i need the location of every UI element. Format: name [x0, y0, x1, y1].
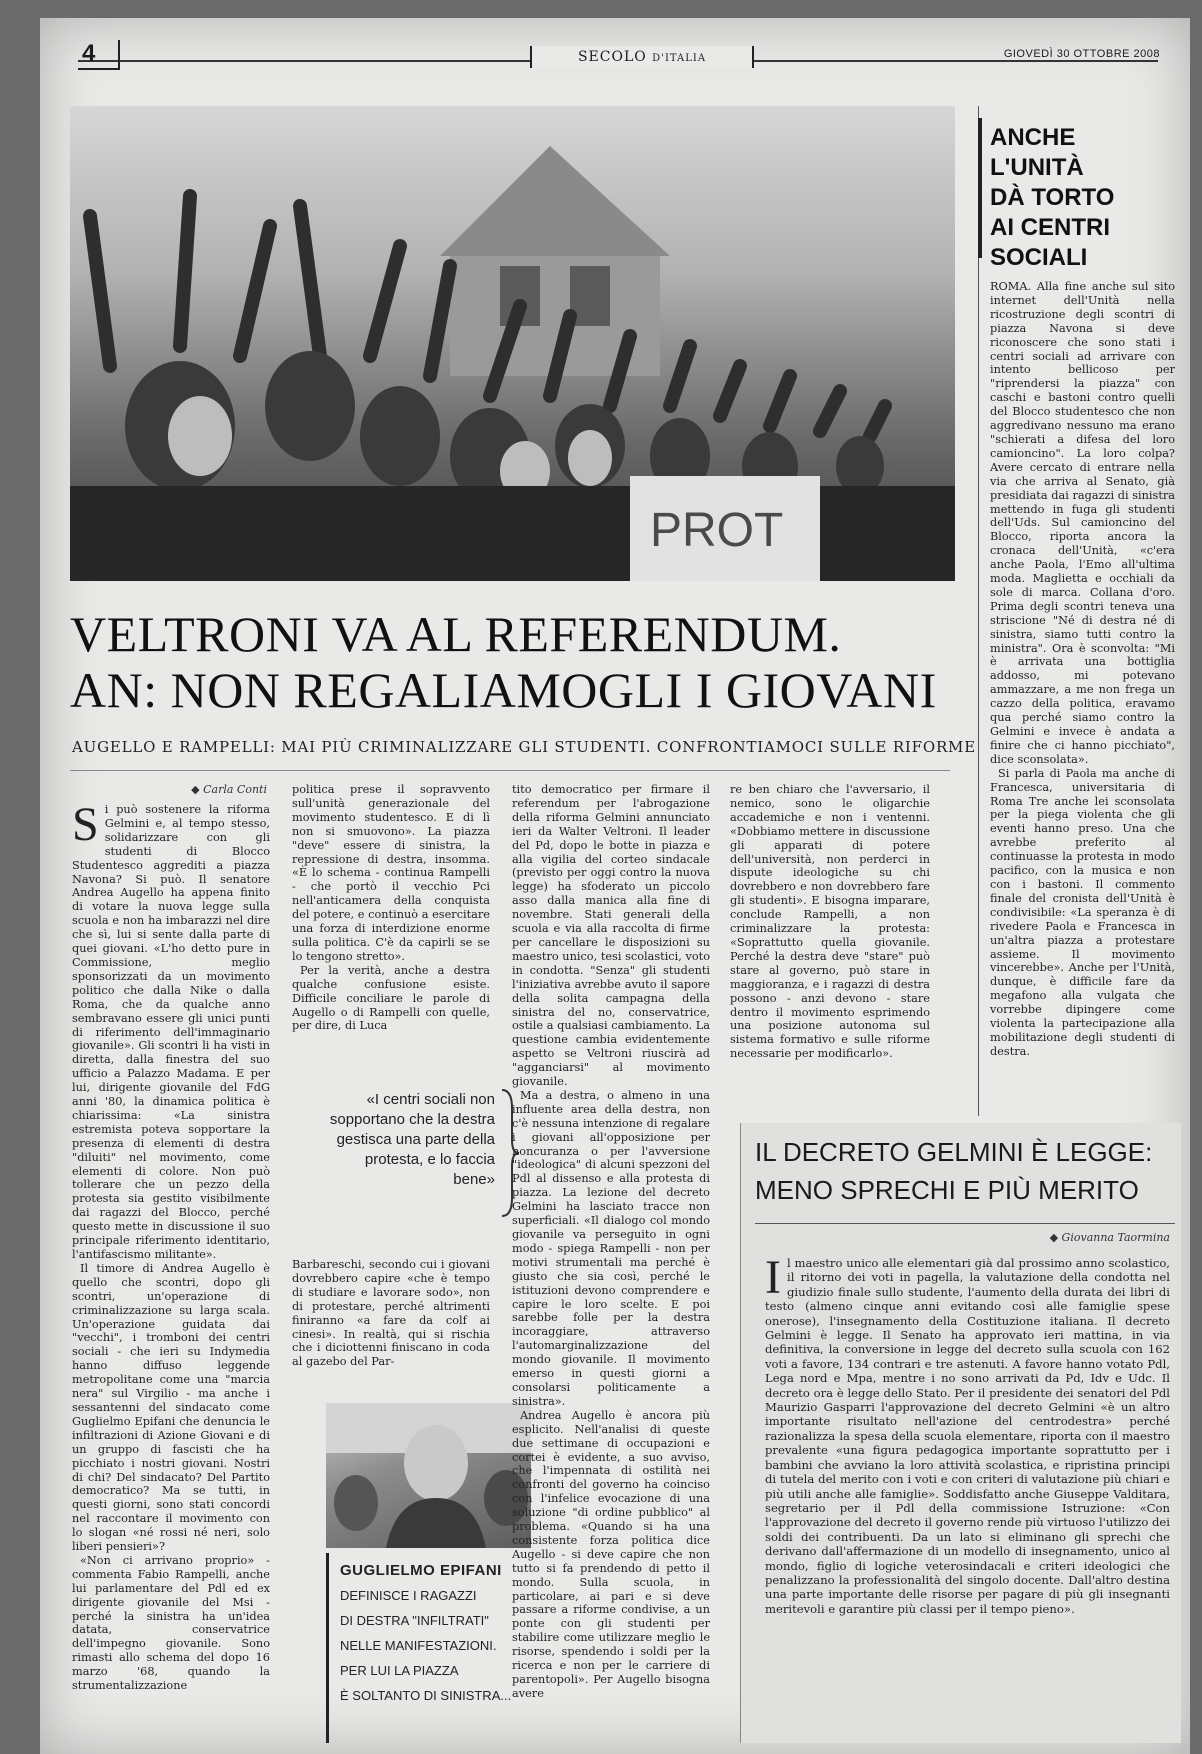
sidebar-title-line-4: SOCIALI: [990, 244, 1088, 271]
sidebar-paragraph-2: Si parla di Paola ma anche di Francesca, universitaria di Roma Tre anche lei sconsolata per la piega violenta che gli eventi hanno preso. Una che avrebbe preferito al continuasse la protesta in modo pacifico, con la musica e non con i bastoni. Il commento finale del cronista dell'Unità è condivisibile: «La speranza è di rivedere Paola e Francesca in un'altra piazza a protestare assieme. Il movimento vincerebbe». Anche per l'Unità, dunque, è difficile fare da megafono alla vulgata che vorrebbe dipingere come violenta la partecipazione alla mobilitazione degli studenti di destra.: [990, 766, 1175, 1058]
column-2-paragraph-2: Per la verità, anche a destra qualche confusione esiste. Difficile conciliare le parole di Augello o di Rampelli con quelle, per dire, di Luca: [292, 963, 490, 1033]
epifani-line-5: È SOLTANTO DI SINISTRA...: [340, 1688, 512, 1703]
sidebar-title-line-3: AI CENTRI: [990, 214, 1110, 241]
column-3-paragraph-2: Ma a destra, o almeno in una influente area della destra, non c'è nessuna intenzione di regalare i giovani all'opposizione per noncuranza o per l'avversione "ideologica" di alcuni spezzoni del Pdl al dissenso e alla protesta di piazza. La lezione del decreto Gelmini ha lasciato tracce non superficiali. «Il dialogo col mondo giovanile va perseguito in ogni modo - spiega Rampelli - non per motivi strumentali ma perché è giusto che sia così, perché le istituzioni devono comprendere e capire le loro scelte. E poi sarebbe folle per la destra incoraggiare, attraverso l'automarginalizzazione del mondo giovanile. Il movimento emerso in questi giorni a consolarsi politicamente a sinistra».: [512, 1088, 710, 1408]
decreto-rule: [755, 1223, 1175, 1224]
sidebar-title-line-1: ANCHE L'UNITÀ: [990, 124, 1084, 181]
decreto-drop-cap: I: [765, 1256, 781, 1304]
dateline: GIOVEDÌ 30 OTTOBRE 2008: [1003, 48, 1160, 60]
decreto-paragraph: [765, 1256, 1170, 1616]
column-3-paragraph-3: Andrea Augello è ancora più esplicito. Nell'analisi di queste due settimane di occupazioni e cortei è evidente, a suo avviso, che l'impennata di ostilità nei confronti del governo ha coinciso con l'infelice evocazione di una soluzione "di ordine pubblico" al problema. «Quando si ha una consistente forza politica dice Augello - si deve capire che non tutto si fa prendendo di petto il mondo. Sulla scuola, in particolare, ai pari e si deve passare a riforme condivise, a un ponte con gli studenti per stabilire come utilizzare meglio le risorse, spendendo i soldi per la ricerca e non per le carriere di parentopoli». Per Augello bisogna avere: [512, 1408, 710, 1700]
masthead-small: D'ITALIA: [652, 53, 707, 64]
decreto-body: [765, 1256, 1170, 1736]
epifani-side-bar: [326, 1553, 329, 1743]
column-3-paragraph-1: tito democratico per firmare il referendum per l'abrogazione della riforma Gelmini annunciato ieri da Walter Veltroni. Il leader del Pd, dopo le botte in piazza e alla vigilia del corteo sindacale (previsto per oggi contro la nuova legge) ha sfoderato un piccolo asso dalla manica alla fine di novembre. Stati generali della scuola e via alla raccolta di firme per cancellare le disposizioni su maestro unico, tesi scolastici, voto in condotta. "Senza" gli studenti l'iniziativa avrebbe avuto il sapore della solita campagna della sinistra del no, conservatrice, ostile a qualsiasi cambiamento. La questione cambia evidentemente aspetto se Veltroni riuscirà ad "agganciarsi" al movimento giovanile.: [512, 783, 710, 1089]
epifani-photo: [326, 1403, 531, 1548]
article-column-3: [512, 783, 710, 1748]
sidebar-body: [990, 280, 1175, 1110]
column-1-paragraph-2: Il timore di Andrea Augello è quello che scontri, dopo gli scontri, un'operazione di criminalizzazione su larga scala. Un'operazione guidata dai "vecchi", i tromboni dei centri sociali - che ieri su Indymedia hanno diffuso leggende metropolitane come una "marcia nera" sul Virgilio - ma anche i sessantenni del sindacato come Guglielmo Epifani che denuncia le infiltrazioni di Azione Giovani e di un gruppo di fascisti che ha picchiato i nostri giovani. Nostri di chi? Del sindacato? Del Partito democratico? Ma se tutti, in questi giorni, sono stati concordi nel raccontare il movimento con lo slogan «né rossi né neri, solo liberi pensieri»?: [72, 1261, 270, 1554]
newspaper-page: [40, 18, 1190, 1754]
masthead-main: SECOLO: [577, 49, 647, 65]
epifani-name: GUGLIELMO EPIFANI: [340, 1562, 502, 1579]
decreto-byline: ◆ Giovanna Taormina: [1049, 1231, 1170, 1244]
pull-quote: «I centri sociali non sopportano che la destra gestisca una parte della protesta, e lo faccia bene»: [329, 1091, 495, 1188]
epifani-line-3: NELLE MANIFESTAZIONI.: [340, 1638, 497, 1653]
headline-line-2: AN: NON REGALIAMOGLI I GIOVANI: [70, 662, 937, 718]
article-column-2-top: [292, 783, 490, 1068]
drop-cap: S: [72, 803, 99, 851]
decreto-text: l maestro unico alle elementari già dal prossimo anno scolastico, il ritorno dei voti in pagella, la valutazione della condotta nel giudizio finale sullo studente, l'aumento della durata dei libri di testo (almeno cinque anni evitando così alle famiglie spese onerose), l'insegnamento della Costituzione italiana. Il decreto Gelmini è legge. Il Senato ha approvato ieri mattina, in via definitiva, la conversione in legge del decreto sulla scuola con 162 voti a favore, 134 contrari e tre astenuti. A favore hanno votato Pdl, Lega nord e Mpa, mentre i no sono arrivati da Pd, Idv e Udc. Il decreto ora è legge dello Stato. Per il presidente dei senatori del Pdl Maurizio Gasparri l'approvazione del decreto Gelmini «è un altro importante risultato nell'azione del centrodestra» perché razionalizza la spesa della scuola elementare, riporta con il maestro prevalente «una figura pedagogica importante soprattutto per i bambini che avviano la loro attività scolastica, e ripristina principi di tutela del merito con i voti e con criteri di valutazione più chiari e più utili anche alle famiglie». Soddisfatto anche Giuseppe Valditara, segretario per il Pdl della commissione Istruzione: «Con l'approvazione del decreto il governo rende più virtuoso l'utilizzo dei soldi dei contribuenti. Da un lato si eliminano gli sprechi che derivano dall'affermazione di un modello di insegnamento, unico al mondo, figlio di logiche veterosindacali e criteri ideologici che penalizzano la professionalità del singolo docente. Dall'altro destina una parte importante delle risorse per pagare di più gli insegnanti meritevoli e garantire più classi per il tempo pieno».: [765, 1256, 1170, 1616]
article-headline: [70, 606, 970, 718]
article-column-2-bottom: [292, 1258, 490, 1388]
epifani-caption: [340, 1558, 540, 1708]
decreto-title: [755, 1133, 1175, 1209]
column-1-paragraph-1: [72, 803, 270, 1262]
column-1-paragraph-3: «Non ci arrivano proprio» - commenta Fabio Rampelli, anche lui parlamentare del Pdl ed ex dirigente giovanile del Msi - perché la sinistra ha un'idea datata, conservatrice dell'impegno giovanile. Sono rimasti allo schema del dopo 16 marzo '68, quando la strumentalizzazione: [72, 1553, 270, 1693]
column-4-paragraph-1: re ben chiaro che l'avversario, il nemico, sono le oligarchie accademiche e non i ventenni. «Dobbiamo mettere in discussione gli apparati di potere dell'università, non perderci in dispute ideologiche su chi dovrebbero e non dovrebbero fare gli studenti». E bisogna imparare, conclude Rampelli, a non criminalizzare la protesta: «Soprattutto quella giovanile. Perché la destra deve "stare" può stare al governo, può stare in maggioranza, e i ragazzi di destra possono - anzi devono - stare dentro il movimento esprimendo una posizione autonoma sul sistema formativo e sulle riforme necessarie per modificarlo».: [730, 783, 930, 1061]
masthead: [530, 46, 754, 68]
article-rule: [70, 770, 950, 771]
sidebar-title: [990, 123, 1175, 273]
article-subhead: AUGELLO E RAMPELLI: MAI PIÙ CRIMINALIZZARE GLI STUDENTI. CONFRONTIAMOCI SULLE RIFORME: [72, 738, 976, 756]
article-byline: ◆ Carla Conti: [191, 783, 267, 796]
column-2-paragraph-3: Barbareschi, secondo cui i giovani dovrebbero capire «che è tempo di studiare e lavorare sodo», non di protestare, perché altrimenti finiranno «a fare da colf ai cinesi». In realtà, qui si rischia che i diciottenni finiscano in coda al gazebo del Par-: [292, 1258, 490, 1369]
sidebar-paragraph-1: ROMA. Alla fine anche sul sito internet dell'Unità nella ricostruzione degli scontri di piazza Navona si deve riconoscere che sono stati i centri sociali ad arrivare con intento bellicoso per "riprendersi la piazza" con caschi e bastoni contro quelli del Blocco studentesco che non aggredivano nessuno ma erano "schierati a difesa del loro camioncino". La loro colpa? Avere cercato di entrare nella via che arriva al Senato, già presidiata dai ragazzi di sinistra mettendo in fuga gli studenti dell'Uds. Sul camioncino del Blocco, riporta ancora la cronaca dell'Unità, «c'era anche Paola, l'Emo all'ultima moda. Maglietta e occhiali da sole di marca. Collana d'oro. Prima degli scontri teneva una striscione "Né di destra né di sinistra, siamo tutti contro la ministra". Ora è sconvolta: "Mi è arrivata una bottiglia addosso, mi potevano ammazzare, a me non frega un cazzo della politica, eravamo qua perché siamo contro la Gelmini e invece è andata a finire che ci hanno picchiato", dice sconsolata».: [990, 280, 1175, 766]
page-number: 4: [78, 40, 120, 70]
epifani-line-2: DI DESTRA "INFILTRATI": [340, 1613, 489, 1628]
decreto-title-line-1: IL DECRETO GELMINI È LEGGE:: [755, 1137, 1153, 1167]
banner-text: PROT: [650, 504, 784, 557]
epifani-line-1: DEFINISCE I RAGAZZI: [340, 1588, 477, 1603]
col1-p1-text: i può sostenere la riforma Gelmini e, al tempo stesso, solidarizzare con gli studenti di Blocco Studentesco aggrediti a piazza Navona? Si può. Il senatore Andrea Augello ha appena finito di votare la nuova legge sulla scuola e non ha imbarazzi nel dire che sì, lui si sente dalla parte di quei giovani. «L'ho detto pure in Commissione, meglio sponsorizzati da un movimento politico che dalla Nike o dalla Roma, che da qualche anno sembravano essere gli unici punti di riferimento dell'immaginario giovanile». Gli scontri li ha visti in diretta, dalla finestra del suo ufficio a Palazzo Madama. E per lui, dirigente giovanile del FdG anni '80, la dinamica politica è chiarissima: «La sinistra estremista poteva sopportare la presenza di elementi di destra "diluiti" nel movimento, come elementi di colore. Non può tollerare che un pezzo della protesta sia gestito visibilmente dai ragazzi del Blocco, perché questo mette in discussione il suo principale riferimento identitario, l'antifascismo militante».: [72, 803, 270, 1261]
column-2-paragraph-1: politica prese il sopravvento sull'unità generazionale del movimento studentesco. E di lì non si smuovono». La piazza "deve" essere di sinistra, la repressione di destra, insomma. «È lo schema - continua Rampelli - che portò il vecchio Pci nell'anticamera della conquista del potere, e continuò a esercitare una forza di interdizione enorme sulla politica. C'è da capirli se se lo tengono stretto».: [292, 783, 490, 963]
sidebar-title-bar: [978, 118, 982, 258]
article-column-4: [730, 783, 930, 1103]
decreto-title-line-2: MENO SPRECHI E PIÙ MERITO: [755, 1175, 1139, 1205]
sidebar-title-line-2: DÀ TORTO: [990, 184, 1115, 211]
protest-photo: [70, 106, 955, 581]
epifani-line-4: PER LUI LA PIAZZA: [340, 1663, 459, 1678]
article-column-1: [72, 803, 270, 1748]
protest-photo-graphic: [70, 106, 955, 581]
headline-line-1: VELTRONI VA AL REFERENDUM.: [70, 606, 842, 662]
epifani-photo-graphic: [326, 1403, 531, 1548]
